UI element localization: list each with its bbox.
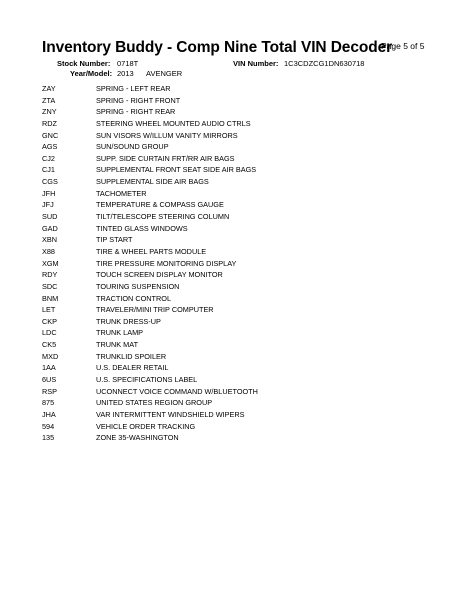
option-code: JFJ bbox=[42, 200, 54, 210]
option-description: SPRING - LEFT REAR bbox=[96, 84, 171, 93]
option-code: 6US bbox=[42, 375, 57, 385]
option-description: TRUNKLID SPOILER bbox=[96, 351, 167, 361]
option-description: TIP START bbox=[96, 235, 133, 245]
option-description: U.S. SPECIFICATIONS LABEL bbox=[96, 375, 198, 385]
vin-number-label: VIN Number: bbox=[233, 59, 279, 68]
option-code: X88 bbox=[42, 246, 55, 256]
option-code: LDC bbox=[42, 328, 57, 338]
option-code: 875 bbox=[42, 398, 55, 408]
option-code: 135 bbox=[42, 433, 55, 443]
option-description: TINTED GLASS WINDOWS bbox=[96, 223, 188, 233]
page-number: Page 5 of 5 bbox=[381, 41, 425, 51]
year-model-label: Year/Model: bbox=[70, 69, 113, 78]
option-description: UNITED STATES REGION GROUP bbox=[96, 398, 213, 408]
option-code: XBN bbox=[42, 235, 58, 245]
option-description: ZONE 35-WASHINGTON bbox=[96, 433, 179, 443]
option-description: TRAVELER/MINI TRIP COMPUTER bbox=[96, 305, 214, 315]
option-description: TOUCH SCREEN DISPLAY MONITOR bbox=[96, 270, 223, 280]
vin-number-value: 1C3CDZCG1DN630718 bbox=[284, 59, 365, 68]
option-code: BNM bbox=[42, 293, 59, 303]
option-code: 594 bbox=[42, 421, 55, 431]
option-description: SUPPLEMENTAL SIDE AIR BAGS bbox=[96, 177, 209, 187]
option-description: SUN VISORS W/ILLUM VANITY MIRRORS bbox=[96, 130, 238, 140]
option-description: TACHOMETER bbox=[96, 188, 147, 198]
option-code: SDC bbox=[42, 281, 58, 291]
option-code: LET bbox=[42, 305, 56, 315]
stock-number-value: 0718T bbox=[117, 59, 139, 68]
option-code: 1AA bbox=[42, 363, 56, 373]
option-code: XGM bbox=[42, 258, 59, 268]
option-code: ZAY bbox=[42, 84, 56, 93]
option-description: SPRING - RIGHT FRONT bbox=[96, 95, 181, 105]
year-value: 2013 bbox=[117, 69, 134, 78]
option-code: JHA bbox=[42, 409, 56, 419]
option-description: SUN/SOUND GROUP bbox=[96, 142, 169, 152]
option-description: SUPP. SIDE CURTAIN FRT/RR AIR BAGS bbox=[96, 153, 235, 163]
option-description: TEMPERATURE & COMPASS GAUGE bbox=[96, 200, 224, 210]
option-code: MXD bbox=[42, 351, 59, 361]
option-description: SPRING - RIGHT REAR bbox=[96, 107, 176, 117]
option-code: RSP bbox=[42, 386, 58, 396]
option-code: ZNY bbox=[42, 107, 57, 117]
option-description: TRUNK MAT bbox=[96, 340, 139, 350]
option-description: TILT/TELESCOPE STEERING COLUMN bbox=[96, 212, 230, 222]
option-code: JFH bbox=[42, 188, 56, 198]
option-code: CGS bbox=[42, 177, 58, 187]
option-code: GAD bbox=[42, 223, 58, 233]
option-description: TRUNK LAMP bbox=[96, 328, 144, 338]
stock-number-label: Stock Number: bbox=[57, 59, 111, 68]
option-description: TRACTION CONTROL bbox=[96, 293, 171, 303]
option-code: SUD bbox=[42, 212, 58, 222]
model-value: AVENGER bbox=[146, 69, 183, 78]
option-code: CJ2 bbox=[42, 153, 55, 163]
option-code: ZTA bbox=[42, 95, 56, 105]
option-code: AGS bbox=[42, 142, 58, 152]
option-description: UCONNECT VOICE COMMAND W/BLUETOOTH bbox=[96, 386, 258, 396]
option-description: VEHICLE ORDER TRACKING bbox=[96, 421, 196, 431]
option-description: U.S. DEALER RETAIL bbox=[96, 363, 169, 373]
page-title: Inventory Buddy - Comp Nine Total VIN Decoder bbox=[42, 39, 393, 56]
option-description: TIRE & WHEEL PARTS MODULE bbox=[96, 246, 207, 256]
option-description: TIRE PRESSURE MONITORING DISPLAY bbox=[96, 258, 237, 268]
option-code: GNC bbox=[42, 130, 59, 140]
option-description: TRUNK DRESS-UP bbox=[96, 316, 161, 326]
option-code: CKP bbox=[42, 316, 58, 326]
option-code: CK5 bbox=[42, 340, 57, 350]
option-code: RDY bbox=[42, 270, 58, 280]
option-code: RDZ bbox=[42, 118, 57, 128]
option-code: CJ1 bbox=[42, 165, 55, 175]
option-description: TOURING SUSPENSION bbox=[96, 281, 180, 291]
option-description: SUPPLEMENTAL FRONT SEAT SIDE AIR BAGS bbox=[96, 165, 257, 175]
option-description: STEERING WHEEL MOUNTED AUDIO CTRLS bbox=[96, 118, 251, 128]
option-description: VAR INTERMITTENT WINDSHIELD WIPERS bbox=[96, 409, 245, 419]
